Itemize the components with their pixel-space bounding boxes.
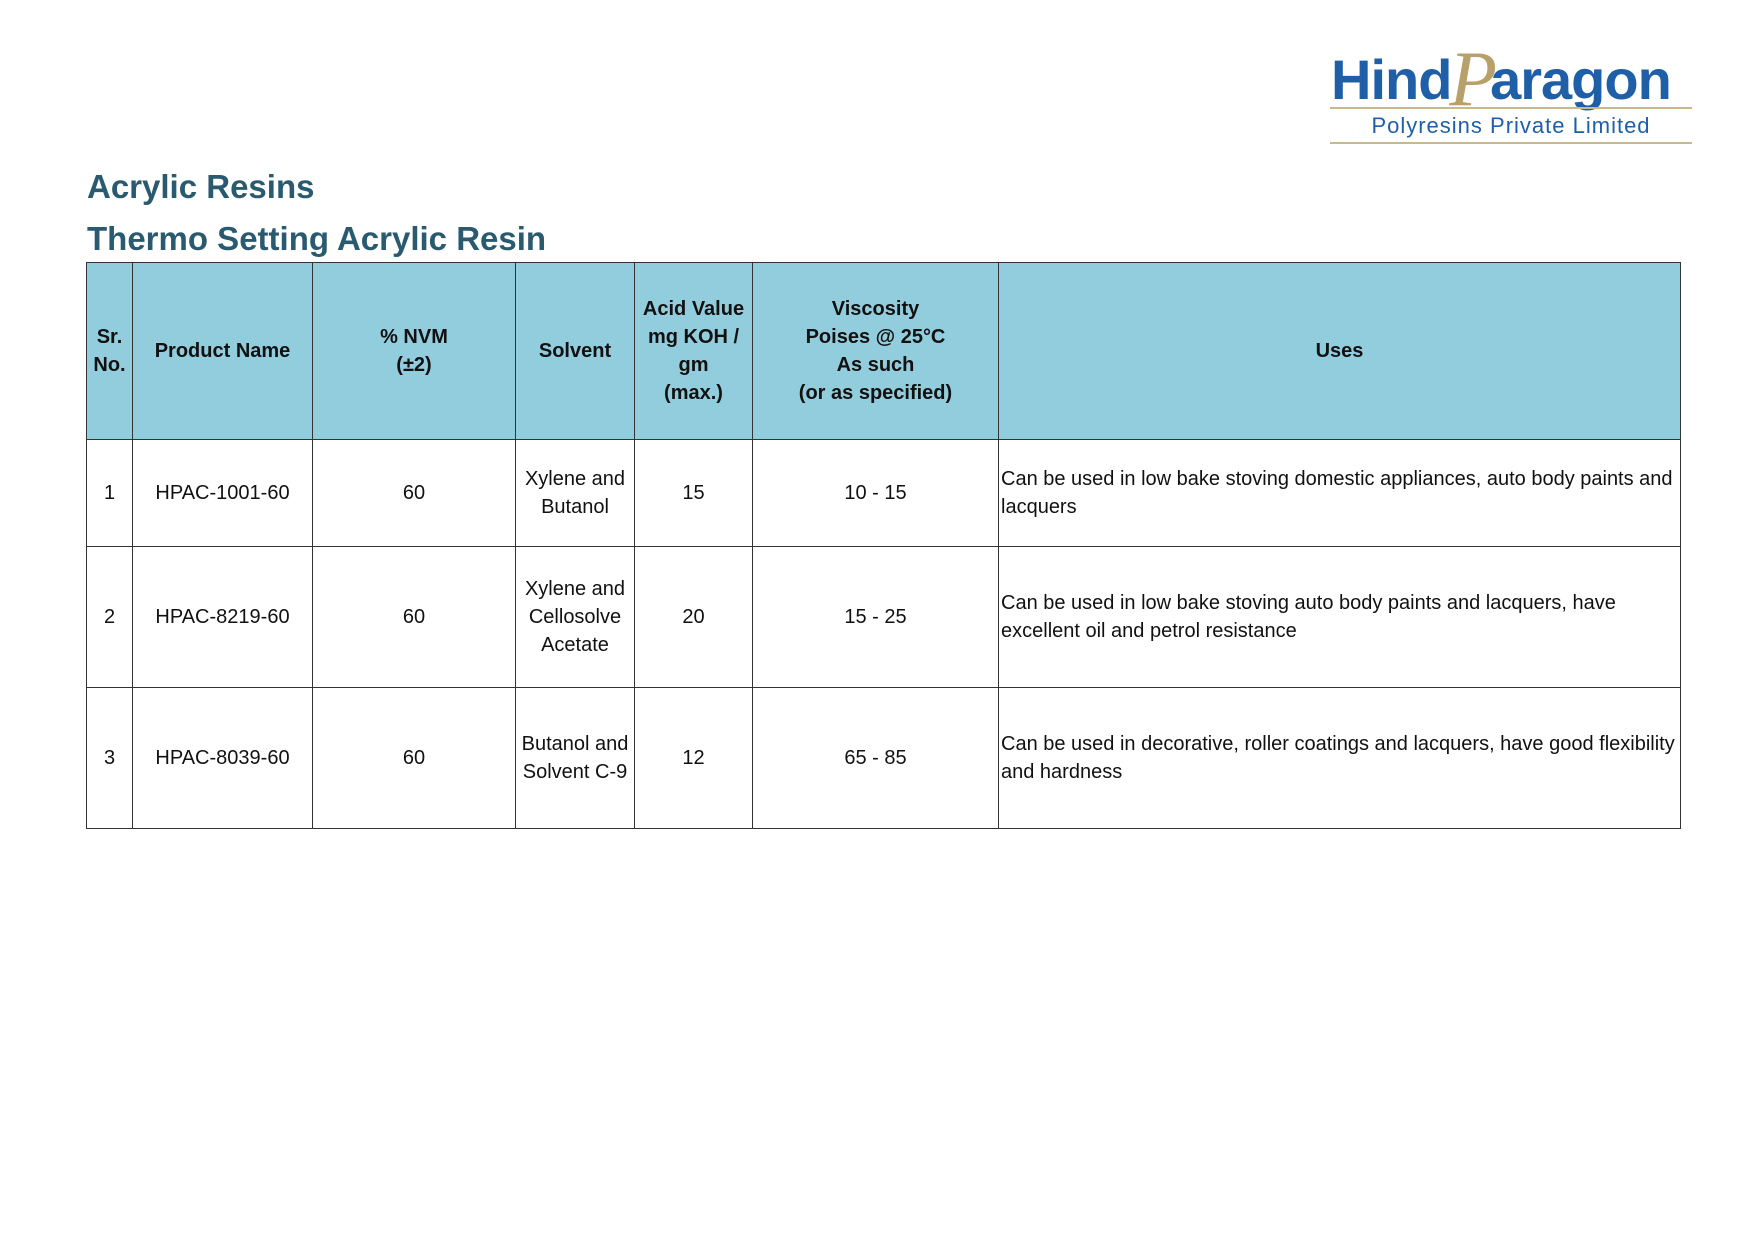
header-nvm: % NVM (±2) [313,263,516,440]
cell-viscosity: 15 - 25 [753,547,999,688]
product-table [86,262,1681,829]
cell-solvent: Xylene and Cellosolve Acetate [516,547,635,688]
cell-viscosity: 10 - 15 [753,440,999,547]
document-subtitle: Thermo Setting Acrylic Resin [87,220,547,257]
table-row [87,440,1681,547]
header-viscosity: Viscosity Poises @ 25°C As such (or as specified) [753,263,999,440]
cell-sr: 1 [87,440,133,547]
cell-uses: Can be used in decorative, roller coatings and lacquers, have good flexibility and hardness [999,688,1681,829]
cell-nvm: 60 [313,440,516,547]
cell-solvent: Butanol and Solvent C-9 [516,688,635,829]
table-row [87,547,1681,688]
cell-uses: Can be used in low bake stoving domestic appliances, auto body paints and lacquers [999,440,1681,547]
cell-acid: 20 [635,547,753,688]
cell-acid: 12 [635,688,753,829]
header-solvent: Solvent [516,263,635,440]
cell-uses: Can be used in low bake stoving auto body paints and lacquers, have excellent oil and petrol resistance [999,547,1681,688]
cell-product: HPAC-1001-60 [133,440,313,547]
document-title: Acrylic Resins [87,168,315,205]
logo-tagline: Polyresins Private Limited [1330,107,1692,144]
cell-nvm: 60 [313,547,516,688]
table-row [87,688,1681,829]
cell-nvm: 60 [313,688,516,829]
cell-viscosity: 65 - 85 [753,688,999,829]
cell-acid: 15 [635,440,753,547]
header-acid-value: Acid Value mg KOH / gm (max.) [635,263,753,440]
company-logo [1322,8,1694,143]
cell-solvent: Xylene and Butanol [516,440,635,547]
cell-sr: 2 [87,547,133,688]
header-sr-no: Sr. No. [87,263,133,440]
table-header-row [87,263,1681,440]
header-uses: Uses [999,263,1681,440]
cell-product: HPAC-8219-60 [133,547,313,688]
cell-sr: 3 [87,688,133,829]
cell-product: HPAC-8039-60 [133,688,313,829]
logo-wordmark: HindParagon [1331,35,1671,122]
header-product-name: Product Name [133,263,313,440]
